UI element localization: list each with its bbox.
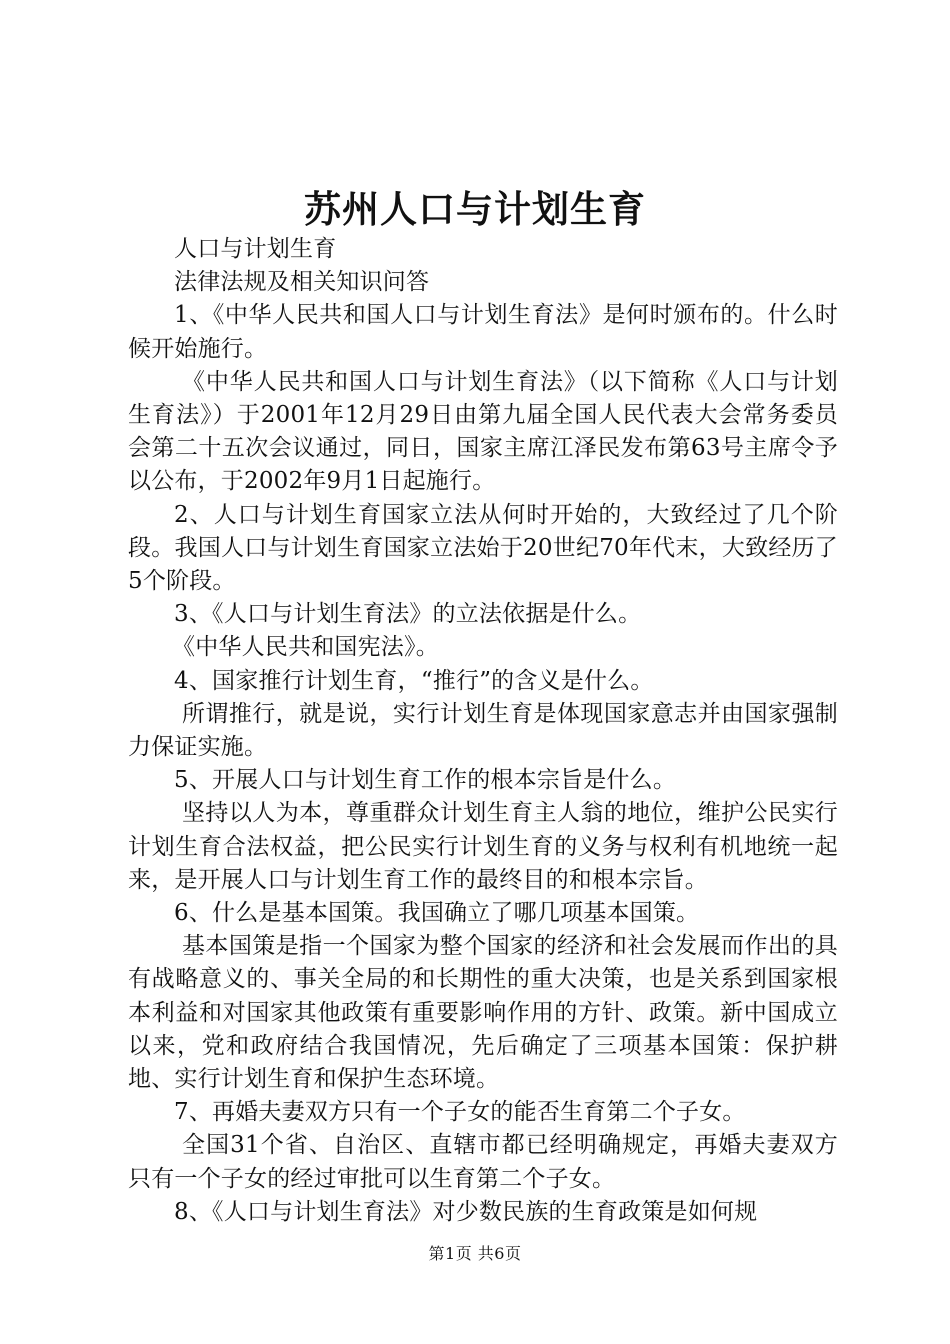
question-5: 5、开展人口与计划生育工作的根本宗旨是什么。 — [174, 767, 677, 794]
page-title: 苏州人口与计划生育 — [304, 187, 646, 231]
answer-6: 基本国策是指一个国家为整个国家的经济和社会发展而作出的具有战略意义的、事关全局的和长期性的重大决策，也是关系到国家根本利益和对国家其他政策有重要影响作用的方针、政策。新中国成立以来，党和政府结合我国情况，先后确定了三项基本国策：保护耕地、实行计划生育和保护生态环境。 — [128, 933, 838, 1093]
question-3: 3、《人口与计划生育法》的立法依据是什么。 — [174, 601, 642, 628]
question-8: 8、《人口与计划生育法》对少数民族的生育政策是如何规 — [174, 1198, 758, 1225]
question-4: 4、国家推行计划生育，“推行”的含义是什么。 — [174, 667, 654, 694]
answer-7: 全国31个省、自治区、直辖市都已经明确规定，再婚夫妻双方只有一个子女的经过审批可以生育第二个子女。 — [128, 1132, 838, 1192]
answer-1: 《中华人民共和国人口与计划生育法》（以下简称《人口与计划生育法》）于2001年12月29日由第九届全国人民代表大会常务委员会第二十五次会议通过，同日，国家主席江泽民发布第63号主席令予以公布，于2002年9月1日起施行。 — [128, 368, 838, 495]
question-7: 7、再婚夫妻双方只有一个子女的能否生育第二个子女。 — [174, 1099, 746, 1126]
question-1: 1、《中华人民共和国人口与计划生育法》是何时颁布的。什么时候开始施行。 — [128, 302, 838, 362]
document-body — [128, 233, 838, 1229]
answer-3: 《中华人民共和国宪法》。 — [172, 634, 439, 661]
page-footer: 第1页 共6页 — [428, 1244, 522, 1263]
paragraph-heading-1: 人口与计划生育 — [174, 236, 337, 262]
answer-5: 坚持以人为本，尊重群众计划生育主人翁的地位，维护公民实行计划生育合法权益，把公民实行计划生育的义务与权利有机地统一起来，是开展人口与计划生育工作的最终目的和根本宗旨。 — [128, 800, 838, 893]
paragraph-heading-2: 法律法规及相关知识问答 — [174, 269, 430, 296]
question-6: 6、什么是基本国策。我国确立了哪几项基本国策。 — [174, 900, 700, 927]
answer-4: 所谓推行，就是说，实行计划生育是体现国家意志并由国家强制力保证实施。 — [128, 700, 838, 761]
question-2: 2、人口与计划生育国家立法从何时开始的，大致经过了几个阶段。我国人口与计划生育国家立法始于20世纪70年代末，大致经历了5个阶段。 — [128, 501, 838, 595]
